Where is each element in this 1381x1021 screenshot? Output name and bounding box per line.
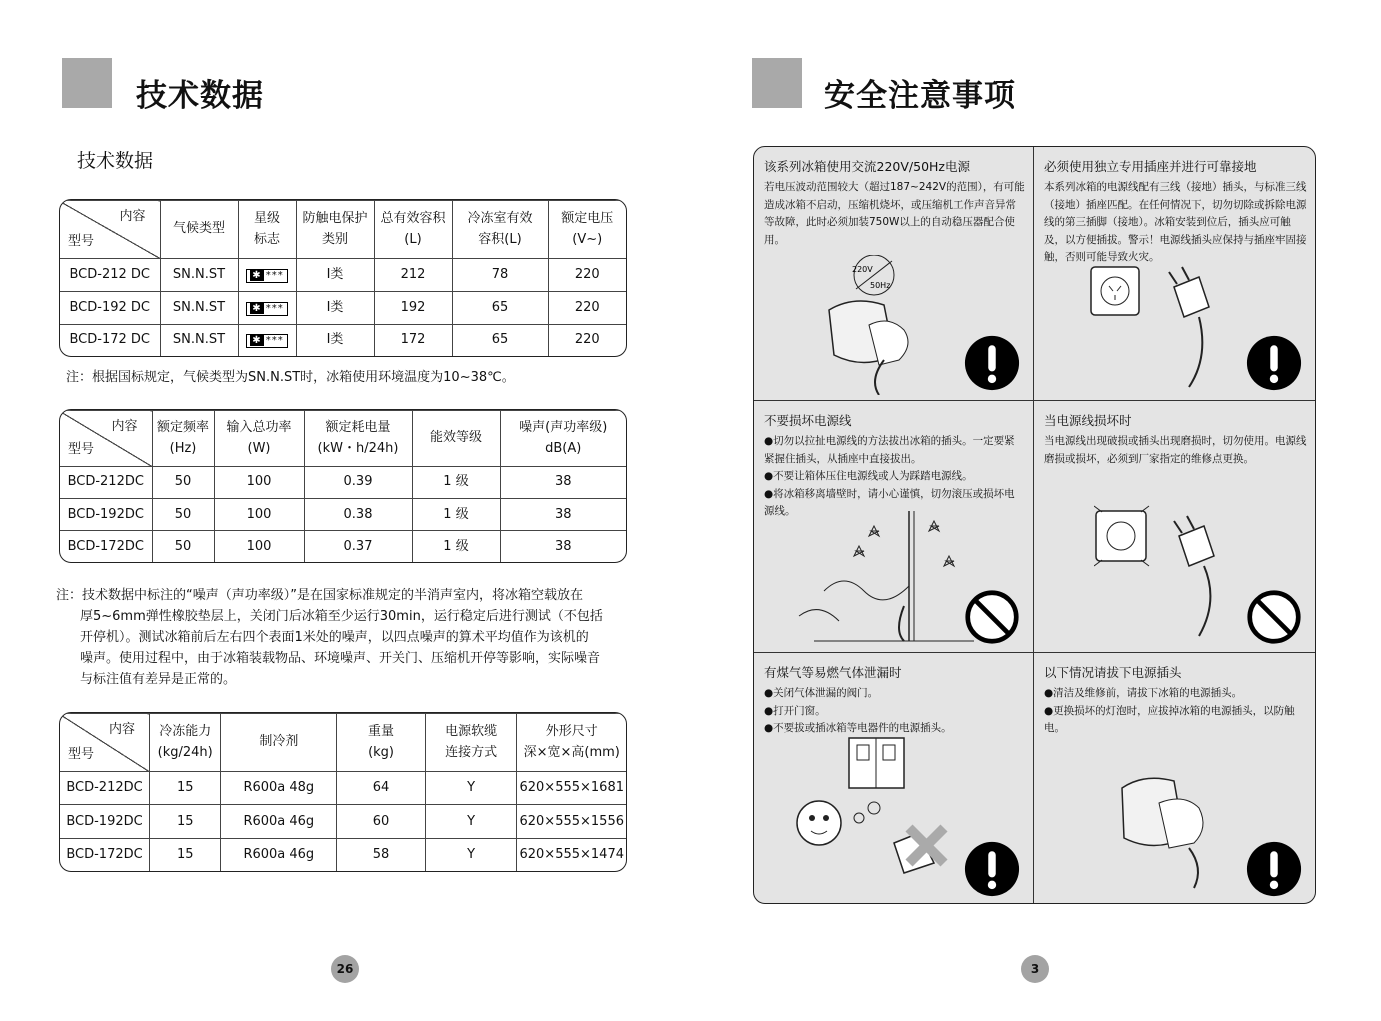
page-title: 安全注意事项 [824,78,1016,114]
table-cell: 620×555×1556 [517,805,626,838]
column-header: 总有效容积 (L) [374,201,452,259]
column-header: 冷冻能力 (kg/24h) [150,714,221,772]
table-cell: Ⅰ类 [296,324,374,356]
corner-header [60,411,152,467]
table-cell: 38 [500,531,626,562]
cell-title: 该系列冰箱使用交流220V/50Hz电源 [764,159,970,174]
corner-bottom-label: 型号 [68,233,95,249]
header-block [752,58,802,108]
table-row [60,324,626,356]
table-header-row [60,714,626,772]
damaged-plug-illustration [1094,501,1234,641]
text-line: ●切勿以拉扯电源线的方法拔出冰箱的插头。一定要紧紧握住插头，从插座中直接拔出。 [764,435,1015,465]
cell-title: 必须使用独立专用插座并进行可靠接地 [1044,159,1257,174]
text-line: ●更换损坏的灯泡时，应拔掉冰箱的电源插头，以防触电。 [1044,704,1295,734]
prohibited-icon [964,589,1020,645]
column-header: 电源软缆 连接方式 [425,714,517,772]
table-cell: 15 [150,838,221,871]
table-cell: 64 [337,772,426,805]
prohibited-icon [1246,589,1302,645]
cell-text [764,685,1025,738]
warning-exclamation-icon [964,335,1020,391]
column-header: 外形尺寸 深×宽×高(mm) [517,714,626,772]
column-header: 气候类型 [160,201,238,259]
safety-grid [753,146,1316,904]
model-cell: BCD-212DC [60,772,150,805]
table-row [60,838,626,871]
model-cell: BCD-172DC [60,531,152,562]
table-cell: 100 [214,499,304,531]
warning-exclamation-icon [964,841,1020,897]
table-cell: 212 [374,259,452,292]
model-cell: BCD-192 DC [60,291,160,324]
note-line: 开停机）。测试冰箱前后左右四个表面1米处的噪声，以四点噪声的算术平均值作为该机的 [80,630,589,645]
table-cell: 15 [150,772,221,805]
model-cell: BCD-192DC [60,499,152,531]
table-row [60,772,626,805]
page-title: 技术数据 [136,78,264,114]
corner-header [60,714,150,772]
table-cell: Ⅰ类 [296,291,374,324]
table-cell: 50 [152,467,214,499]
frequency-label: 50Hz [870,281,891,290]
warning-exclamation-icon [1246,841,1302,897]
cell-text [764,433,1025,521]
text-line: 当电源线出现破损或插头出现磨损时，切勿使用。电源线磨损或损坏，必须到厂家指定的维修点更换。 [1044,435,1307,465]
cell-text [1044,179,1307,267]
text-line: ●不要让箱体压住电源线或人为踩踏电源线。 [764,470,973,482]
page-number: 3 [1021,955,1049,983]
model-cell: BCD-172DC [60,838,150,871]
text-line: ●打开门窗。 [764,704,826,717]
table-cell: 220 [548,291,626,324]
table-cell [238,259,296,292]
cell-text [1044,433,1307,468]
cell-title: 当电源线损坏时 [1044,413,1132,428]
column-header: 额定耗电量 (kW・h/24h) [304,411,412,467]
gas-leak-illustration [779,733,964,893]
column-header: 防触电保护 类别 [296,201,374,259]
model-cell: BCD-212 DC [60,259,160,292]
table-cell: Y [425,772,517,805]
table-cell: R600a 46g [221,805,337,838]
table-cell: 100 [214,531,304,562]
warning-exclamation-icon [1246,335,1302,391]
table-cell: 65 [452,291,548,324]
table-cell: SN.N.ST [160,291,238,324]
column-header: 额定电压 (V~) [548,201,626,259]
cell-title: 不要损坏电源线 [764,413,852,428]
corner-header [60,201,160,259]
table-row [60,531,626,562]
table-cell [238,291,296,324]
table-header-row [60,411,626,467]
note-line: 噪声。使用过程中，由于冰箱装载物品、环境噪声、开关门、压缩机开停等影响，实际噪音 [80,651,601,666]
note-line: 厚5~6mm弹性橡胶垫层上，关闭门后冰箱至少运行30min，运行稳定后进行测试（不包括 [80,609,603,624]
cord-damage-illustration [794,511,974,646]
spec-table-1 [59,199,627,357]
text-line: ●关闭气体泄漏的阀门。 [764,687,879,699]
note-noise [56,585,636,690]
column-header: 星级 标志 [238,201,296,259]
column-header: 额定频率 (Hz) [152,411,214,467]
cell-title: 以下情况请拔下电源插头 [1044,665,1182,680]
cell-title: 有煤气等易燃气体泄漏时 [764,665,902,680]
table-cell: 65 [452,324,548,356]
column-header: 制冷剂 [221,714,337,772]
corner-top-label: 内容 [109,722,136,737]
star-rating-badge: ✱ *** [246,269,287,283]
table-cell: 100 [214,467,304,499]
safety-cell-damaged-cord [1034,401,1315,653]
text-line: ●不要拔或插冰箱等电器件的电源插头。 [764,722,952,734]
column-header: 输入总功率 (W) [214,411,304,467]
table-cell: 220 [548,324,626,356]
left-page [0,0,690,1021]
safety-cell-power [754,147,1034,401]
column-header: 重量 (kg) [337,714,426,772]
safety-cell-gas-leak [754,653,1034,903]
table-cell: 220 [548,259,626,292]
plug-voltage-illustration [814,255,964,395]
table-cell: 38 [500,499,626,531]
table-row [60,259,626,292]
column-header: 能效等级 [412,411,500,467]
table-row [60,499,626,531]
table-cell: 38 [500,467,626,499]
cell-text [1044,685,1307,738]
corner-top-label: 内容 [119,209,146,224]
section-subtitle: 技术数据 [77,150,154,172]
table-cell: 0.37 [304,531,412,562]
table-cell: 172 [374,324,452,356]
corner-bottom-label: 型号 [68,746,95,762]
table-cell: Y [425,838,517,871]
corner-top-label: 内容 [111,419,138,434]
table-cell: Y [425,805,517,838]
text-line: 若电压波动范围较大（超过187~242V的范围），有可能造成冰箱不启动，压缩机烧坏，或压缩机工作声音异常等故障，此时必须加装750W以上的自动稳压器配合使用。 [764,181,1025,246]
table-row [60,467,626,499]
corner-bottom-label: 型号 [68,441,95,457]
table-cell: 50 [152,499,214,531]
cell-text [764,179,1025,249]
table-cell: 60 [337,805,426,838]
unplug-illustration [1114,763,1244,893]
note-line: 注：技术数据中标注的“噪声（声功率级）”是在国家标准规定的半消声室内，将冰箱空载放在 [56,588,583,603]
model-cell: BCD-172 DC [60,324,160,356]
page-number: 26 [331,955,359,983]
table-row [60,291,626,324]
safety-cell-unplug [1034,653,1315,903]
spec-table-2 [59,409,627,563]
table-cell: 15 [150,805,221,838]
model-cell: BCD-212DC [60,467,152,499]
table-row [60,805,626,838]
socket-plug-illustration [1089,262,1229,392]
table-cell: 620×555×1681 [517,772,626,805]
table-cell: R600a 46g [221,838,337,871]
text-line: ●清洁及维修前，请拔下冰箱的电源插头。 [1044,687,1243,699]
table-cell: R600a 48g [221,772,337,805]
note-line: 与标注值有差异是正常的。 [80,672,237,687]
table-cell: 1 级 [412,467,500,499]
table-cell: 0.38 [304,499,412,531]
note-climate: 注：根据国标规定，气候类型为SN.N.ST时，冰箱使用环境温度为10~38℃。 [66,370,515,385]
safety-cell-cord [754,401,1034,653]
table-cell: 58 [337,838,426,871]
table-cell: 1 级 [412,531,500,562]
table-cell: SN.N.ST [160,259,238,292]
table-cell: 0.39 [304,467,412,499]
safety-cell-grounding [1034,147,1315,401]
table-header-row [60,201,626,259]
table-cell: Ⅰ类 [296,259,374,292]
header-block [62,58,112,108]
table-cell: 192 [374,291,452,324]
table-cell: 620×555×1474 [517,838,626,871]
table-cell: 50 [152,531,214,562]
text-line: 本系列冰箱的电源线配有三线（接地）插头，与标准三线（接地）插座匹配。在任何情况下，切勿切除或拆除电源线的第三插脚（接地）。冰箱安装到位后，插头应可触及，以方便插拔。警示！电源线插头应保持与插座牢固接触，否则可能导致火灾。 [1044,181,1307,263]
table-cell: 1 级 [412,499,500,531]
table-cell [238,324,296,356]
column-header: 冷冻室有效 容积(L) [452,201,548,259]
text-line: ●将冰箱移离墙壁时，请小心谨慎，切勿滚压或损坏电源线。 [764,487,1015,517]
model-cell: BCD-192DC [60,805,150,838]
table-cell: 78 [452,259,548,292]
spec-table-3 [59,712,627,872]
column-header: 噪声(声功率级) dB(A) [500,411,626,467]
voltage-label: 220V [852,265,873,274]
star-rating-badge: ✱ *** [246,334,287,348]
star-rating-badge: ✱ *** [246,302,287,316]
table-cell: SN.N.ST [160,324,238,356]
